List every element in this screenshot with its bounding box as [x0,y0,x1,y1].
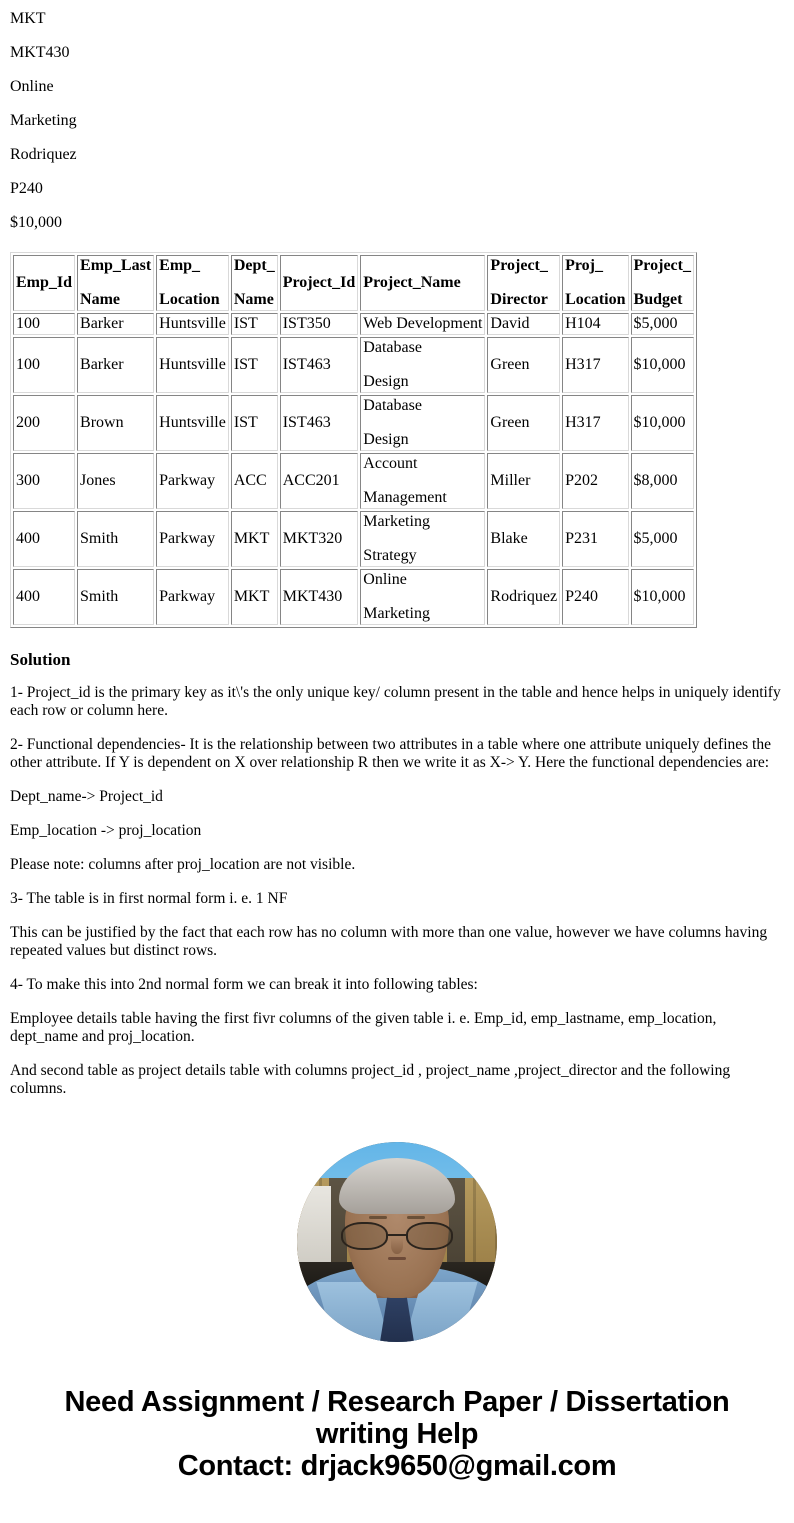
solution-section [10,650,784,1098]
column-header-emp-last-name [77,255,154,311]
cell-dept-name: IST [231,337,278,393]
table-header-row [13,255,694,311]
header-line: Director [490,291,548,308]
cell-project-id: IST463 [280,337,359,393]
cell-project-budget: $10,000 [631,337,694,393]
column-header-project-name [360,255,485,311]
solution-paragraph: Dept_name-> Project_id [10,788,163,805]
cell-proj-location: P231 [562,511,628,567]
table-body [13,313,694,625]
top-list-item: Marketing [10,112,77,129]
header-line: Name [233,291,274,308]
cell-line: Strategy [363,547,417,564]
top-list-item: MKT [10,10,46,27]
cell-dept-name: MKT [231,569,278,625]
cell-line: Account [363,455,418,472]
cell-project-director: Miller [487,453,560,509]
cell-line: Marketing [363,513,430,530]
cell-project-director: Green [487,395,560,451]
header-line: Proj_ [565,257,603,274]
column-header-emp-location [156,255,229,311]
cell-proj-location: H317 [562,395,628,451]
header-line: Budget [633,291,683,308]
cell-emp-id: 400 [13,511,75,567]
employee-project-table [10,252,697,628]
header-line: Emp_ [159,257,201,274]
cell-emp-location: Huntsville [156,337,229,393]
cell-project-budget: $8,000 [631,453,694,509]
cell-project-director: Blake [487,511,560,567]
header-line: Emp_Last [80,257,152,274]
cell-line: Management [363,489,447,506]
photo-lens-right [406,1222,453,1250]
cell-emp-id: 200 [13,395,75,451]
cell-project-director: Rodriquez [487,569,560,625]
cell-project-name [360,453,485,509]
table-row [13,569,694,625]
cell-emp-last-name: Smith [77,511,154,567]
employee-project-table-wrap [10,252,784,628]
cell-line: Design [363,431,409,448]
portrait-row [10,1142,784,1342]
header-line: Emp_Id [16,274,73,291]
cell-project-director: Green [487,337,560,393]
cell-dept-name: IST [231,395,278,451]
promo-headline: Need Assignment / Research Paper / Dissertation writing Help [64,1386,730,1450]
cell-project-budget: $10,000 [631,395,694,451]
cell-project-id: IST463 [280,395,359,451]
photo-window-panel [297,1186,331,1266]
cell-emp-id: 100 [13,337,75,393]
solution-paragraph: Emp_location -> proj_location [10,822,202,839]
cell-emp-location: Huntsville [156,313,229,335]
cell-proj-location: H104 [562,313,628,335]
cell-emp-last-name: Smith [77,569,154,625]
top-list-item: Rodriquez [10,146,77,163]
column-header-project-id [280,255,359,311]
cell-emp-location: Parkway [156,453,229,509]
glasses-icon [341,1222,453,1250]
header-line: Dept_ [233,257,275,274]
solution-heading: Solution [10,650,71,669]
cell-project-budget: $10,000 [631,569,694,625]
cell-project-id: MKT320 [280,511,359,567]
header-line: Project_ [633,257,691,274]
cell-project-name [360,337,485,393]
header-line: Name [80,291,121,308]
solution-paragraph: Please note: columns after proj_location are not visible. [10,856,356,873]
solution-paragraph: This can be justified by the fact that each row has no column with more than one value, however we have columns having repeated values but distinct rows. [10,924,768,959]
solution-paragraph: 1- Project_id is the primary key as it\'s the only unique key/ column present in the table and hence helps in uniquely identify each row or column here. [10,684,781,719]
solution-paragraph: 2- Functional dependencies- It is the relationship between two attributes in a table where one attribute uniquely defines the other attribute. If Y is dependent on X over relationship R then we write it as X-> Y. Here the functional dependencies are: [10,736,771,771]
cell-project-name [360,569,485,625]
promo-contact: Contact: drjack9650@gmail.com [177,1450,617,1482]
cell-line: Database [363,397,422,414]
solution-paragraph: And second table as project details table with columns project_id , project_name ,project_director and the following columns. [10,1062,731,1097]
header-line: Project_Name [363,274,461,291]
column-header-emp-id [13,255,75,311]
cell-emp-last-name: Barker [77,337,154,393]
solution-paragraph: 4- To make this into 2nd normal form we can break it into following tables: [10,976,478,993]
photo-lens-left [341,1222,388,1250]
top-list-item: MKT430 [10,44,70,61]
photo-mouth [388,1257,406,1260]
cell-line: Design [363,373,409,390]
top-value-list [10,10,784,232]
header-line: Location [159,291,220,308]
top-list-item: Online [10,78,54,95]
cell-line: Web Development [363,315,483,332]
cell-project-id: MKT430 [280,569,359,625]
table-row [13,511,694,567]
cell-project-director: David [487,313,560,335]
table-row [13,337,694,393]
header-line: Location [565,291,626,308]
cell-emp-last-name: Barker [77,313,154,335]
cell-emp-last-name: Jones [77,453,154,509]
cell-emp-id: 400 [13,569,75,625]
cell-emp-location: Parkway [156,511,229,567]
cell-proj-location: P240 [562,569,628,625]
cell-line: Marketing [363,605,430,622]
column-header-proj-location [562,255,628,311]
cell-dept-name: IST [231,313,278,335]
table-head [13,255,694,311]
cell-project-id: ACC201 [280,453,359,509]
cell-dept-name: ACC [231,453,278,509]
cell-line: Online [363,571,407,588]
cell-proj-location: H317 [562,337,628,393]
top-list-item: P240 [10,180,43,197]
cell-proj-location: P202 [562,453,628,509]
cell-emp-id: 100 [13,313,75,335]
top-list-item: $10,000 [10,214,62,231]
cell-project-budget: $5,000 [631,313,694,335]
cell-emp-last-name: Brown [77,395,154,451]
avatar [297,1142,497,1342]
cell-project-name [360,511,485,567]
cell-dept-name: MKT [231,511,278,567]
cell-emp-location: Huntsville [156,395,229,451]
cell-emp-id: 300 [13,453,75,509]
photo-eyebrow-left [369,1216,387,1219]
promo-banner [10,1386,784,1482]
cell-emp-location: Parkway [156,569,229,625]
photo-eyebrow-right [407,1216,425,1219]
cell-line: Database [363,339,422,356]
header-line: Project_Id [282,274,356,291]
photo-glasses-bridge [388,1234,406,1237]
column-header-project-director [487,255,560,311]
cell-project-name [360,395,485,451]
table-row [13,313,694,335]
header-line: Project_ [490,257,548,274]
solution-paragraph: 3- The table is in first normal form i. e. 1 NF [10,890,288,907]
column-header-dept-name [231,255,278,311]
cell-project-budget: $5,000 [631,511,694,567]
cell-project-name [360,313,485,335]
solution-paragraph: Employee details table having the first fivr columns of the given table i. e. Emp_id, emp_lastname, emp_location, dept_name and proj_location. [10,1010,717,1045]
column-header-project-budget [631,255,694,311]
table-row [13,453,694,509]
cell-project-id: IST350 [280,313,359,335]
table-row [13,395,694,451]
